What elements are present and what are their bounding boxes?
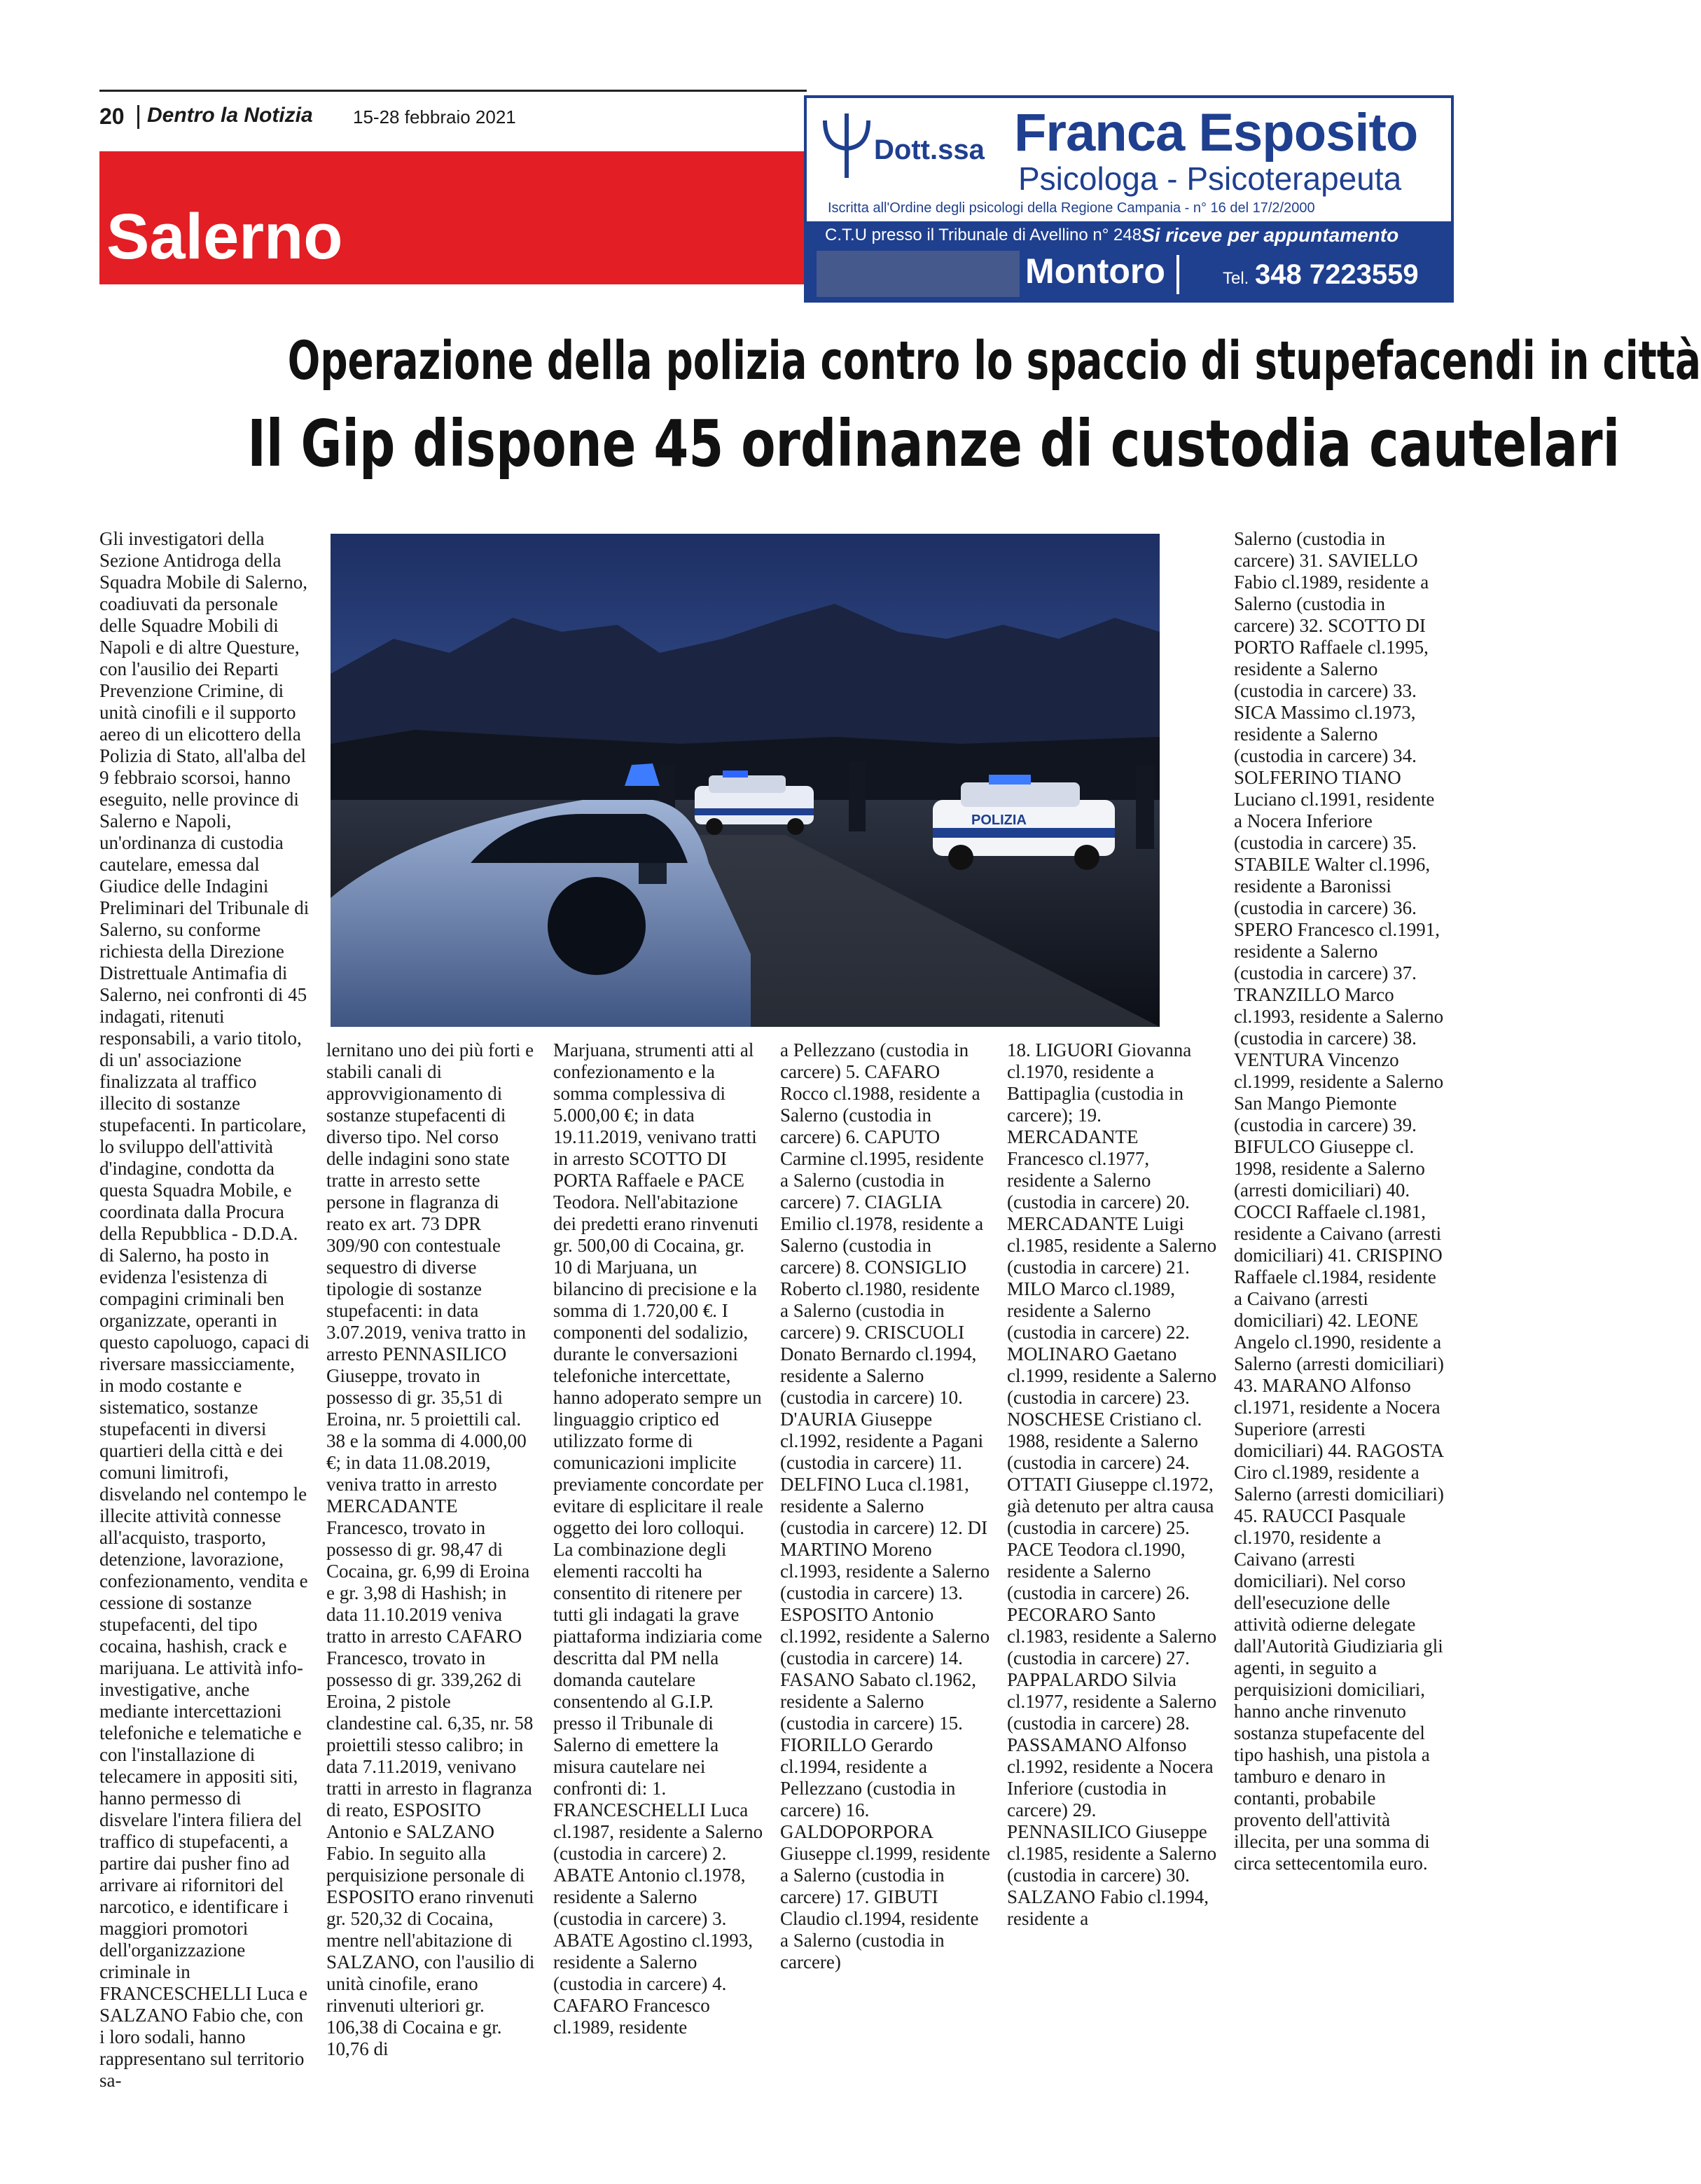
- ad-ctu: C.T.U presso il Tribunale di Avellino n° 248: [825, 226, 1142, 244]
- section-name: Dentro la Notizia: [147, 104, 313, 127]
- article-column-2: [326, 1039, 536, 2060]
- article-subheadline: Il Gip dispone 45 ordinanze di custodia cautelari: [247, 406, 1620, 481]
- article-column-6: [1234, 528, 1444, 1874]
- article-column-4: [780, 1039, 990, 1973]
- ad-city: Montoro: [1025, 251, 1165, 291]
- city-band: [99, 151, 807, 284]
- car-livery-text: POLIZIA: [971, 813, 1027, 828]
- ad-phone-number[interactable]: 348 7223559: [1255, 259, 1419, 290]
- issue-date: 15-28 febbraio 2021: [353, 106, 516, 127]
- ad-appointment: Si riceve per appuntamento: [1141, 224, 1399, 246]
- ad-registration: Iscritta all'Ordine degli psicologi della Regione Campania - n° 16 del 17/2/2000: [828, 200, 1315, 216]
- psi-logo-icon: [819, 111, 874, 181]
- article-column-1-text: Gli investigatori della Sezione Antidroga della Squadra Mobile di Salerno, coadiuvati da personale delle Squadre Mobili di Napoli e di altre Questure, con l'ausilio dei Reparti Prevenzione Crimine, di unità cinofili e il supporto aereo di un elicottero della Polizia di Stato, all'alba del 9 febbraio scorsoi, hanno eseguito, nelle province di Salerno e Napoli, un'ordinanza di custodia cautelare, emessa dal Giudice delle Indagini Preliminari del Tribunale di Salerno, su conforme richiesta della Direzione Distrettuale Antimafia di Salerno, nei confronti di 45 indagati, ritenuti responsabili, a vario titolo, di un' associazione finalizzata al traffico illecito di sostanze stupefacenti. In particolare, lo sviluppo dell'attività d'indagine, condotta da questa Squadra Mobile, e coordinata dalla Procura della Repubblica - D.D.A. di Salerno, ha posto in evidenza l'esistenza di compagini criminali ben organizzate, operanti in questo capoluogo, capaci di riversare massicciamente, in modo costante e sistematico, sostanze stupefacenti in diversi quartieri della città e dei comuni limitrofi, disvelando nel contempo le illecite attività connesse all'acquisto, trasporto, detenzione, lavorazione, confezionamento, vendita e cessione di sostanze stupefacenti, del tipo cocaina, hashish, crack e marijuana. Le attività info-investigative, anche mediante intercettazioni telefoniche e telematiche e con l'installazione di telecamere in appositi siti, hanno permesso di disvelare l'intera filiera del traffico di stupefacenti, a partire dai pusher fino ad arrivare ai rifornitori del narcotico, e identificare i maggiori promotori dell'organizzazione criminale in FRANCESCHELLI Luca e SALZANO Fabio che, con i loro sodali, hanno rappresentano sul territorio sa-: [99, 528, 310, 2091]
- header-rule: [99, 90, 807, 92]
- advertisement[interactable]: [804, 95, 1454, 303]
- article-column-6-text: Salerno (custodia in carcere) 31. SAVIELLO Fabio cl.1989, residente a Salerno (custodia in carcere) 32. SCOTTO DI PORTO Raffaele cl.1995, residente a Salerno (custodia in carcere) 33. SICA Massimo cl.1973, residente a Salerno (custodia in carcere) 34. SOLFERINO TIANO Luciano cl.1991, residente a Nocera Inferiore (custodia in carcere) 35. STABILE Walter cl.1996, residente a Baronissi (custodia in carcere) 36. SPERO Francesco cl.1991, residente a Salerno (custodia in carcere) 37. TRANZILLO Marco cl.1993, residente a Salerno (custodia in carcere) 38. VENTURA Vincenzo cl.1999, residente a Salerno San Mango Piemonte (custodia in carcere) 39. BIFULCO Giuseppe cl. 1998, residente a Salerno (arresti domiciliari) 40. COCCI Raffaele cl.1981, residente a Caivano (arresti domiciliari) 41. CRISPINO Raffaele cl.1984, residente a Caivano (arresti domiciliari) 42. LEONE Angelo cl.1990, residente a Salerno (arresti domiciliari) 43. MARANO Alfonso cl.1971, residente a Nocera Superiore (arresti domiciliari) 44. RAGOSTA Ciro cl.1989, residente a Salerno (arresti domiciliari) 45. RAUCCI Pasquale cl.1970, residente a Caivano (arresti domiciliari). Nel corso dell'esecuzione delle attività odierne delegate dall'Autorità Giudiziaria gli agenti, in seguito a perquisizioni domiciliari, hanno anche rinvenuto sostanza stupefacente del tipo hashish, una pistola a tamburo e denaro in contanti, probabile provento dell'attività illecita, per una somma di circa settecentomila euro.: [1234, 528, 1444, 1874]
- ad-inset-box: [817, 251, 1020, 297]
- ad-profession: Psicologa - Psicoterapeuta: [1018, 160, 1402, 197]
- article-column-5-text: 18. LIGUORI Giovanna cl.1970, residente a Battipaglia (custodia in carcere); 19. MERCADANTE Francesco cl.1977, residente a Salerno (custodia in carcere) 20. MERCADANTE Luigi cl.1985, residente a Salerno (custodia in carcere) 21. MILO Marco cl.1989, residente a Salerno (custodia in carcere) 22. MOLINARO Gaetano cl.1999, residente a Salerno (custodia in carcere) 23. NOSCHESE Cristiano cl. 1988, residente a Salerno (custodia in carcere) 24. OTTATI Giuseppe cl.1972, già detenuto per altra causa (custodia in carcere) 25. PACE Teodora cl.1990, residente a Salerno (custodia in carcere) 26. PECORARO Santo cl.1983, residente a Salerno (custodia in carcere) 27. PAPPALARDO Silvia cl.1977, residente a Salerno (custodia in carcere) 28. PASSAMANO Alfonso cl.1992, residente a Nocera Inferiore (custodia in carcere) 29. PENNASILICO Giuseppe cl.1985, residente a Salerno (custodia in carcere) 30. SALZANO Fabio cl.1994, residente a: [1007, 1039, 1217, 1929]
- ad-prefix: Dott.ssa: [874, 134, 985, 165]
- article-headline: Operazione della polizia contro lo spaccio di stupefacendi in città: [287, 329, 1701, 392]
- article-column-2-text: lernitano uno dei più forti e stabili canali di approvvigionamento di sostanze stupefacenti di diverso tipo. Nel corso delle indagini sono state tratte in arresto sette persone in flagranza di reato ex art. 73 DPR 309/90 con contestuale sequestro di diverse tipologie di sostanze stupefacenti: in data 3.07.2019, veniva tratto in arresto PENNASILICO Giuseppe, trovato in possesso di gr. 35,51 di Eroina, nr. 5 proiettili cal. 38 e la somma di 4.000,00 €; in data 11.08.2019, veniva tratto in arresto MERCADANTE Francesco, trovato in possesso di gr. 98,47 di Cocaina, gr. 6,99 di Eroina e gr. 3,98 di Hashish; in data 11.10.2019 veniva tratto in arresto CAFARO Francesco, trovato in possesso di gr. 339,262 di Eroina, 2 pistole clandestine cal. 6,35, nr. 58 proiettili stesso calibro; in data 7.11.2019, venivano tratti in arresto in flagranza di reato, ESPOSITO Antonio e SALZANO Fabio. In seguito alla perquisizione personale di ESPOSITO erano rinvenuti gr. 520,32 di Cocaina, mentre nell'abitazione di SALZANO, con l'ausilio di unità cinofile, erano rinvenuti ulteriori gr. 106,38 di Cocaina e gr. 10,76 di: [326, 1039, 535, 2059]
- article-column-5: [1007, 1039, 1217, 1930]
- article-column-3: [553, 1039, 763, 2038]
- police-operation-photo: [331, 534, 1160, 1027]
- article-column-4-text: a Pellezzano (custodia in carcere) 5. CAFARO Rocco cl.1988, residente a Salerno (custodia in carcere) 6. CAPUTO Carmine cl.1995, residente a Salerno (custodia in carcere) 7. CIAGLIA Emilio cl.1978, residente a Salerno (custodia in carcere) 8. CONSIGLIO Roberto cl.1980, residente a Salerno (custodia in carcere) 9. CRISCUOLI Donato Bernardo cl.1994, residente a Salerno (custodia in carcere) 10. D'AURIA Giuseppe cl.1992, residente a Pagani (custodia in carcere) 11. DELFINO Luca cl.1981, residente a Salerno (custodia in carcere) 12. DI MARTINO Moreno cl.1993, residente a Salerno (custodia in carcere) 13. ESPOSITO Antonio cl.1992, residente a Salerno (custodia in carcere) 14. FASANO Sabato cl.1962, residente a Salerno (custodia in carcere) 15. FIORILLO Gerardo cl.1994, residente a Pellezzano (custodia in carcere) 16. GALDOPORPORA Giuseppe cl.1999, residente a Salerno (custodia in carcere) 17. GIBUTI Claudio cl.1994, residente a Salerno (custodia in carcere): [780, 1039, 990, 1972]
- page-number-separator: [137, 105, 139, 129]
- ad-tel-label: Tel.: [1223, 269, 1249, 288]
- article-column-1: [99, 528, 310, 2092]
- article-column-3-text: Marjuana, strumenti atti al confezionamento e la somma complessiva di 5.000,00 €; in data 19.11.2019, venivano tratti in arresto SCOTTO DI PORTA Raffaele e PACE Teodora. Nell'abitazione dei predetti erano rinvenuti gr. 500,00 di Cocaina, gr. 10 di Marjuana, un bilancino di precisione e la somma di 1.720,00 €. I componenti del sodalizio, durante le conversazioni telefoniche intercettate, hanno adoperato sempre un linguaggio criptico ed utilizzato forme di comunicazioni implicite previamente concordate per evitare di esplicitare il reale oggetto dei loro colloqui. La combinazione degli elementi raccolti ha consentito di ritenere per tutti gli indagati la grave piattaforma indiziaria come descritta dal PM nella domanda cautelare consentendo al G.I.P. presso il Tribunale di Salerno di emettere la misura cautelare nei confronti di: 1. FRANCESCHELLI Luca cl.1987, residente a Salerno (custodia in carcere) 2. ABATE Antonio cl.1978, residente a Salerno (custodia in carcere) 3. ABATE Agostino cl.1993, residente a Salerno (custodia in carcere) 4. CAFARO Francesco cl.1989, residente: [553, 1039, 763, 2038]
- page-number: 20: [99, 104, 125, 129]
- ad-divider: [1176, 255, 1179, 294]
- ad-name: Franca Esposito: [1014, 103, 1418, 163]
- ad-contact-bar: [807, 221, 1451, 300]
- city-band-label: Salerno: [106, 201, 343, 272]
